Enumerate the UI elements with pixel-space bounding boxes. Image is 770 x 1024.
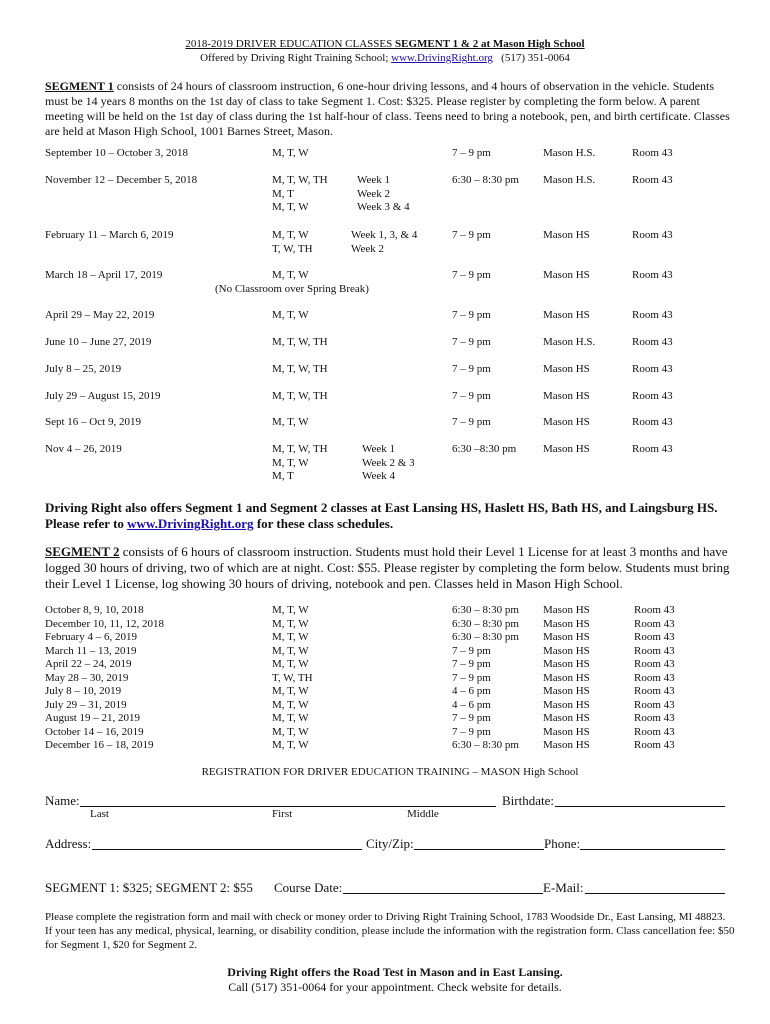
seg1-days: M, T, W xyxy=(272,269,309,281)
seg1-location: Mason H.S. xyxy=(543,174,596,186)
seg2-times: 7 – 9 pm xyxy=(452,712,491,724)
seg2-times: 7 – 9 pm xyxy=(452,644,491,657)
seg1-location: Mason HS xyxy=(543,390,590,402)
seg1-location: Mason HS xyxy=(543,229,590,241)
other-schools-text-end: for these class schedules. xyxy=(253,516,394,531)
seg1-location: Mason HS xyxy=(543,269,590,281)
seg1-dates: November 12 – December 5, 2018 xyxy=(45,174,198,186)
seg1-room: Room 43 xyxy=(632,309,673,321)
seg2-dates: March 11 – 13, 2019 xyxy=(45,644,137,657)
seg1-location: Mason HS xyxy=(543,309,590,321)
seg1-days: M, T, W, TH M, T M, T, W xyxy=(272,174,328,213)
seg2-locations: Mason HS xyxy=(543,671,590,684)
seg2-times: 7 – 9 pm xyxy=(452,725,491,738)
email-field[interactable] xyxy=(585,893,725,894)
seg1-days: M, T, W xyxy=(272,309,309,321)
seg1-time: 7 – 9 pm xyxy=(452,390,491,402)
course-date-label: Course Date: xyxy=(274,880,343,895)
seg1-dates: February 11 – March 6, 2019 xyxy=(45,229,174,241)
seg1-dates: March 18 – April 17, 2019 xyxy=(45,269,163,281)
subtitle-prefix: Offered by Driving Right Training School; xyxy=(200,52,392,64)
seg2-rooms: Room 43 xyxy=(634,617,675,630)
seg1-location: Mason HS xyxy=(543,443,590,455)
seg1-room: Room 43 xyxy=(632,363,673,375)
seg1-days: M, T, W xyxy=(272,147,309,159)
seg1-time: 7 – 9 pm xyxy=(452,363,491,375)
seg2-days: M, T, W xyxy=(272,617,309,630)
seg2-dates: April 22 – 24, 2019 xyxy=(45,658,132,670)
seg2-days: M, T, W xyxy=(272,739,309,751)
seg2-rooms: Room 43 xyxy=(634,644,675,657)
seg1-time: 7 – 9 pm xyxy=(452,269,491,281)
call-note: Call (517) 351-0064 for your appointment. Check website for details. xyxy=(228,980,562,994)
seg1-time: 7 – 9 pm xyxy=(452,229,491,241)
seg2-rooms: Room 43 xyxy=(634,739,675,751)
address-field[interactable] xyxy=(92,849,362,850)
city-zip-field[interactable] xyxy=(414,849,544,850)
seg2-rooms: Room 43 xyxy=(634,604,675,616)
seg2-locations: Mason HS xyxy=(543,712,590,724)
segment1-text: consists of 24 hours of classroom instruction, 6 one-hour driving lessons, and 4 hours of observation in the vehicle. Students must be 14 years 8 months on the 1st day of class to take Segment 1. Cost: $325. Please register by completing the form below. A parent meeting will be held on the 1st day of class during the 1st half-hour of class. Teens need to bring a notebook, pen, and birth certificate. Classes are held at Mason High School, 1001 Barnes Street, Mason. xyxy=(45,79,730,138)
first-name-hint: First xyxy=(272,808,293,820)
seg2-locations: Mason HS xyxy=(543,658,590,670)
seg2-locations: Mason HS xyxy=(543,685,590,697)
seg1-days: M, T, W T, W, TH xyxy=(272,229,313,255)
city-zip-label: City/Zip: xyxy=(366,836,414,851)
seg1-dates: April 29 – May 22, 2019 xyxy=(45,309,155,321)
seg1-time: 7 – 9 pm xyxy=(452,336,491,348)
seg2-locations: Mason HS xyxy=(543,631,590,643)
other-schools-text: Driving Right also offers Segment 1 and Segment 2 classes at East Lansing HS, Haslett HS, Bath HS, and Laingsburg HS. Please refer to xyxy=(45,500,718,531)
seg2-locations: Mason HS xyxy=(543,604,590,616)
seg1-days: M, T, W, TH M, T, W M, T xyxy=(272,443,328,482)
birthdate-field[interactable] xyxy=(555,806,725,807)
seg2-dates: December 16 – 18, 2019 xyxy=(45,739,154,751)
website-link[interactable]: www.DrivingRight.org xyxy=(391,52,493,64)
seg2-rooms: Room 43 xyxy=(634,712,675,724)
seg1-time: 6:30 –8:30 pm xyxy=(452,443,517,455)
seg2-locations: Mason HS xyxy=(543,725,590,738)
seg2-rooms: Room 43 xyxy=(634,631,675,643)
seg1-weeks: Week 1 Week 2 & 3 Week 4 xyxy=(362,443,415,482)
seg1-days: M, T, W xyxy=(272,416,309,428)
seg2-times: 4 – 6 pm xyxy=(452,698,491,711)
seg1-room: Room 43 xyxy=(632,174,673,186)
phone-label: Phone: xyxy=(544,836,581,851)
seg2-days: M, T, W xyxy=(272,725,309,738)
birthdate-label: Birthdate: xyxy=(502,793,554,808)
seg2-locations: Mason HS xyxy=(543,644,590,657)
seg1-location: Mason H.S. xyxy=(543,147,596,159)
title-bold: SEGMENT 1 & 2 at Mason High School xyxy=(395,38,585,50)
seg2-days: M, T, W xyxy=(272,644,309,657)
seg1-note: (No Classroom over Spring Break) xyxy=(215,283,369,295)
seg1-room: Room 43 xyxy=(632,229,673,241)
mailing-instructions: Please complete the registration form and mail with check or money order to Driving Right Training School, 1783 Woodside Dr., East Lansing, MI 48823. If your teen has any medical, physical, learning, or disability condition, please include the information with the registration form. Class cancellation fee: $50 for Segment 1, $20 for Segment 2. xyxy=(45,911,735,951)
seg2-dates: May 28 – 30, 2019 xyxy=(45,671,129,684)
seg1-dates: July 29 – August 15, 2019 xyxy=(45,390,161,402)
seg2-times: 6:30 – 8:30 pm xyxy=(452,739,519,751)
subtitle xyxy=(0,52,770,64)
segment2-text: consists of 6 hours of classroom instruction. Students must hold their Level 1 License for at least 3 months and have logged 30 hours of driving, two of which are at night. Cost: $55. Please register by completing the form below. Students must bring their Level 1 License, log showing 30 hours of driving, notebook and pen. Classes held in Mason High School. xyxy=(45,544,730,591)
seg2-times: 6:30 – 8:30 pm xyxy=(452,604,519,616)
address-label: Address: xyxy=(45,836,92,851)
title-prefix: 2018-2019 DRIVER EDUCATION CLASSES xyxy=(185,38,396,50)
page-title xyxy=(0,38,770,50)
seg2-days: T, W, TH xyxy=(272,671,313,684)
phone-field[interactable] xyxy=(580,849,725,850)
seg1-weeks: Week 1 Week 2 Week 3 & 4 xyxy=(357,174,410,213)
seg1-days: M, T, W, TH xyxy=(272,363,328,375)
seg2-days: M, T, W xyxy=(272,631,309,643)
seg1-room: Room 43 xyxy=(632,336,673,348)
seg2-dates: July 29 – 31, 2019 xyxy=(45,698,127,711)
seg2-times: 6:30 – 8:30 pm xyxy=(452,631,519,643)
seg1-room: Room 43 xyxy=(632,269,673,281)
email-label: E-Mail: xyxy=(543,880,584,895)
seg2-rooms: Room 43 xyxy=(634,658,675,670)
seg2-locations: Mason HS xyxy=(543,698,590,711)
seg2-locations: Mason HS xyxy=(543,739,590,751)
seg1-time: 7 – 9 pm xyxy=(452,416,491,428)
seg2-dates: October 8, 9, 10, 2018 xyxy=(45,604,144,616)
seg1-location: Mason H.S. xyxy=(543,336,596,348)
seg2-rooms: Room 43 xyxy=(634,698,675,711)
seg1-days: M, T, W, TH xyxy=(272,336,328,348)
seg2-days: M, T, W xyxy=(272,712,309,724)
seg2-times: 7 – 9 pm xyxy=(452,658,491,670)
registration-title: REGISTRATION FOR DRIVER EDUCATION TRAINING – MASON High School xyxy=(201,766,579,778)
segment1-description xyxy=(45,79,735,139)
segment1-heading: SEGMENT 1 xyxy=(45,79,114,93)
seg1-time: 7 – 9 pm xyxy=(452,309,491,321)
seg2-rooms: Room 43 xyxy=(634,725,675,738)
seg1-days: M, T, W, TH xyxy=(272,390,328,402)
seg2-dates: February 4 – 6, 2019 xyxy=(45,631,137,643)
seg1-time: 7 – 9 pm xyxy=(452,147,491,159)
last-name-hint: Last xyxy=(90,808,109,820)
segment2-heading: SEGMENT 2 xyxy=(45,544,120,559)
seg1-location: Mason HS xyxy=(543,363,590,375)
seg2-dates: August 19 – 21, 2019 xyxy=(45,712,141,724)
seg2-times: 6:30 – 8:30 pm xyxy=(452,617,519,630)
seg1-room: Room 43 xyxy=(632,443,673,455)
segment-costs: SEGMENT 1: $325; SEGMENT 2: $55 xyxy=(45,880,253,895)
seg2-dates: July 8 – 10, 2019 xyxy=(45,685,122,697)
seg2-locations: Mason HS xyxy=(543,617,590,630)
seg1-time: 6:30 – 8:30 pm xyxy=(452,174,519,186)
seg1-dates: September 10 – October 3, 2018 xyxy=(45,147,188,159)
seg2-dates: October 14 – 16, 2019 xyxy=(45,725,144,738)
seg1-dates: June 10 – June 27, 2019 xyxy=(45,336,152,348)
seg2-times: 7 – 9 pm xyxy=(452,671,491,684)
seg2-days: M, T, W xyxy=(272,698,309,711)
seg2-days: M, T, W xyxy=(272,604,309,616)
seg1-room: Room 43 xyxy=(632,416,673,428)
name-field[interactable] xyxy=(80,806,496,807)
other-schools-note xyxy=(45,500,745,532)
seg1-dates: Nov 4 – 26, 2019 xyxy=(45,443,122,455)
seg2-times: 4 – 6 pm xyxy=(452,685,491,697)
middle-name-hint: Middle xyxy=(407,808,439,820)
subtitle-phone: (517) 351-0064 xyxy=(501,52,570,64)
seg2-rooms: Room 43 xyxy=(634,671,675,684)
seg1-room: Room 43 xyxy=(632,390,673,402)
seg2-dates: December 10, 11, 12, 2018 xyxy=(45,617,165,630)
name-label: Name: xyxy=(45,793,80,808)
seg2-days: M, T, W xyxy=(272,685,309,697)
segment2-description xyxy=(45,544,745,592)
seg1-dates: Sept 16 – Oct 9, 2019 xyxy=(45,416,141,428)
other-schools-link[interactable]: www.DrivingRight.org xyxy=(127,516,254,531)
seg2-rooms: Room 43 xyxy=(634,685,675,697)
road-test-note: Driving Right offers the Road Test in Mason and in East Lansing. xyxy=(227,965,563,979)
seg1-room: Room 43 xyxy=(632,147,673,159)
seg1-location: Mason HS xyxy=(543,416,590,428)
seg1-weeks: Week 1, 3, & 4 Week 2 xyxy=(351,229,418,255)
seg1-dates: July 8 – 25, 2019 xyxy=(45,363,122,375)
seg2-days: M, T, W xyxy=(272,658,309,670)
course-date-field[interactable] xyxy=(343,893,543,894)
